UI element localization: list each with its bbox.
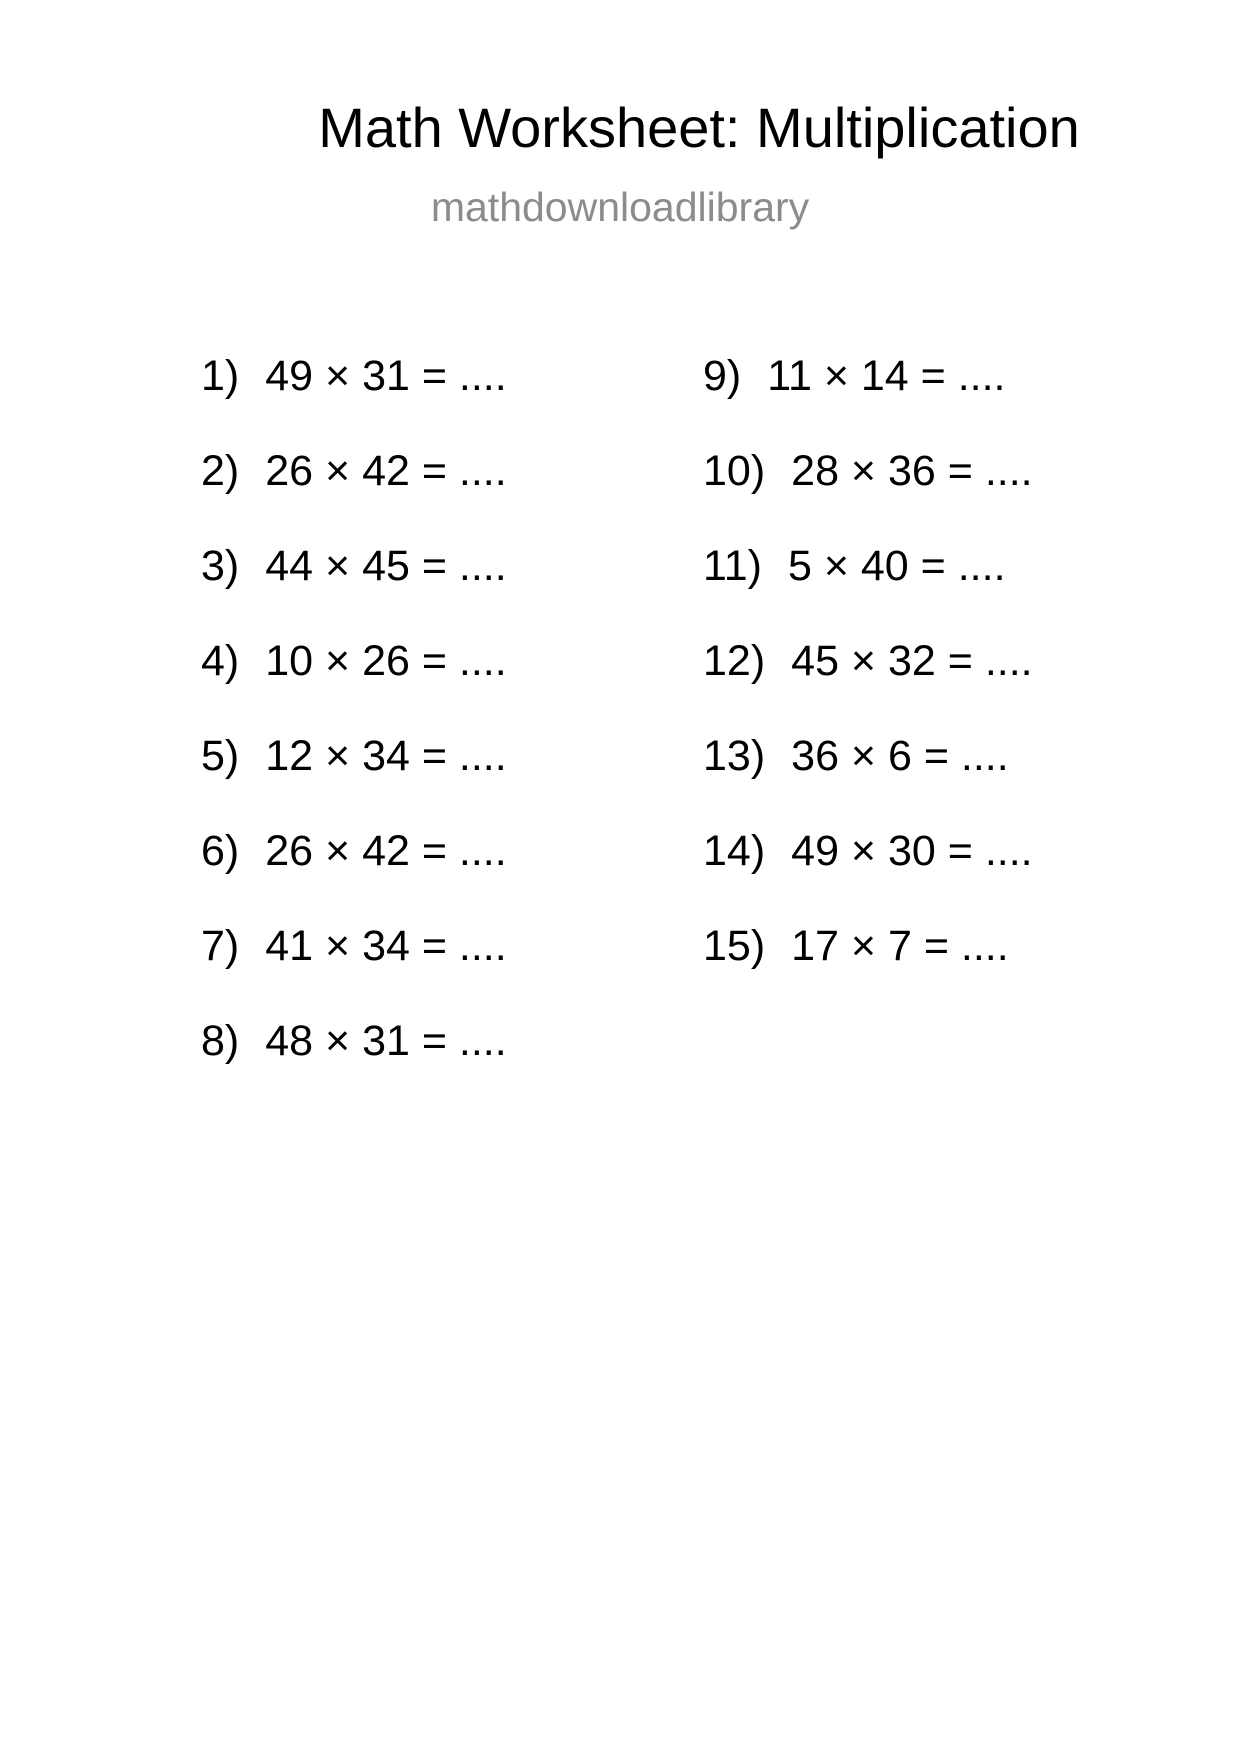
problem-number: 3)	[201, 542, 240, 590]
problems-column-right	[703, 351, 1033, 1016]
problem-number: 13)	[703, 732, 766, 780]
problem-number: 2)	[201, 447, 240, 495]
problem-expression: 44 × 45 = ....	[265, 542, 507, 590]
problem-number: 5)	[201, 732, 240, 780]
problem-number: 10)	[703, 447, 766, 495]
problem-number: 9)	[703, 352, 742, 400]
problem-number: 15)	[703, 922, 766, 970]
problem-expression: 26 × 42 = ....	[265, 447, 507, 495]
problem-number: 12)	[703, 637, 766, 685]
problem-item	[201, 541, 507, 636]
problem-item	[201, 1016, 507, 1111]
problem-expression: 10 × 26 = ....	[265, 637, 507, 685]
problem-item	[703, 351, 1033, 446]
problem-number: 6)	[201, 827, 240, 875]
problem-item	[201, 826, 507, 921]
worksheet-title: Math Worksheet: Multiplication	[318, 96, 1080, 159]
problem-expression: 48 × 31 = ....	[265, 1017, 507, 1065]
problem-number: 4)	[201, 637, 240, 685]
problem-item	[703, 921, 1033, 1016]
worksheet-source: mathdownloadlibrary	[430, 184, 810, 230]
problem-number: 7)	[201, 922, 240, 970]
problem-number: 8)	[201, 1017, 240, 1065]
problem-item	[201, 446, 507, 541]
problem-item	[201, 351, 507, 446]
problems-column-left	[201, 351, 507, 1111]
problem-expression: 49 × 31 = ....	[265, 352, 507, 400]
problem-expression: 11 × 14 = ....	[767, 352, 1006, 400]
problem-expression: 12 × 34 = ....	[265, 732, 507, 780]
problem-number: 14)	[703, 827, 766, 875]
problem-item	[201, 731, 507, 826]
problem-item	[703, 826, 1033, 921]
problem-item	[201, 921, 507, 1016]
problem-expression: 26 × 42 = ....	[265, 827, 507, 875]
problem-item	[703, 731, 1033, 826]
problem-expression: 41 × 34 = ....	[265, 922, 507, 970]
problem-expression: 49 × 30 = ....	[791, 827, 1033, 875]
problem-item	[703, 541, 1033, 636]
problem-item	[703, 636, 1033, 731]
problem-number: 1)	[201, 352, 240, 400]
problem-expression: 28 × 36 = ....	[791, 447, 1033, 495]
problem-item	[201, 636, 507, 731]
problem-item	[703, 446, 1033, 541]
problem-expression: 36 × 6 = ....	[791, 732, 1009, 780]
problem-number: 11)	[703, 542, 762, 590]
problem-expression: 45 × 32 = ....	[791, 637, 1033, 685]
problem-expression: 17 × 7 = ....	[791, 922, 1009, 970]
problem-expression: 5 × 40 = ....	[787, 542, 1006, 590]
